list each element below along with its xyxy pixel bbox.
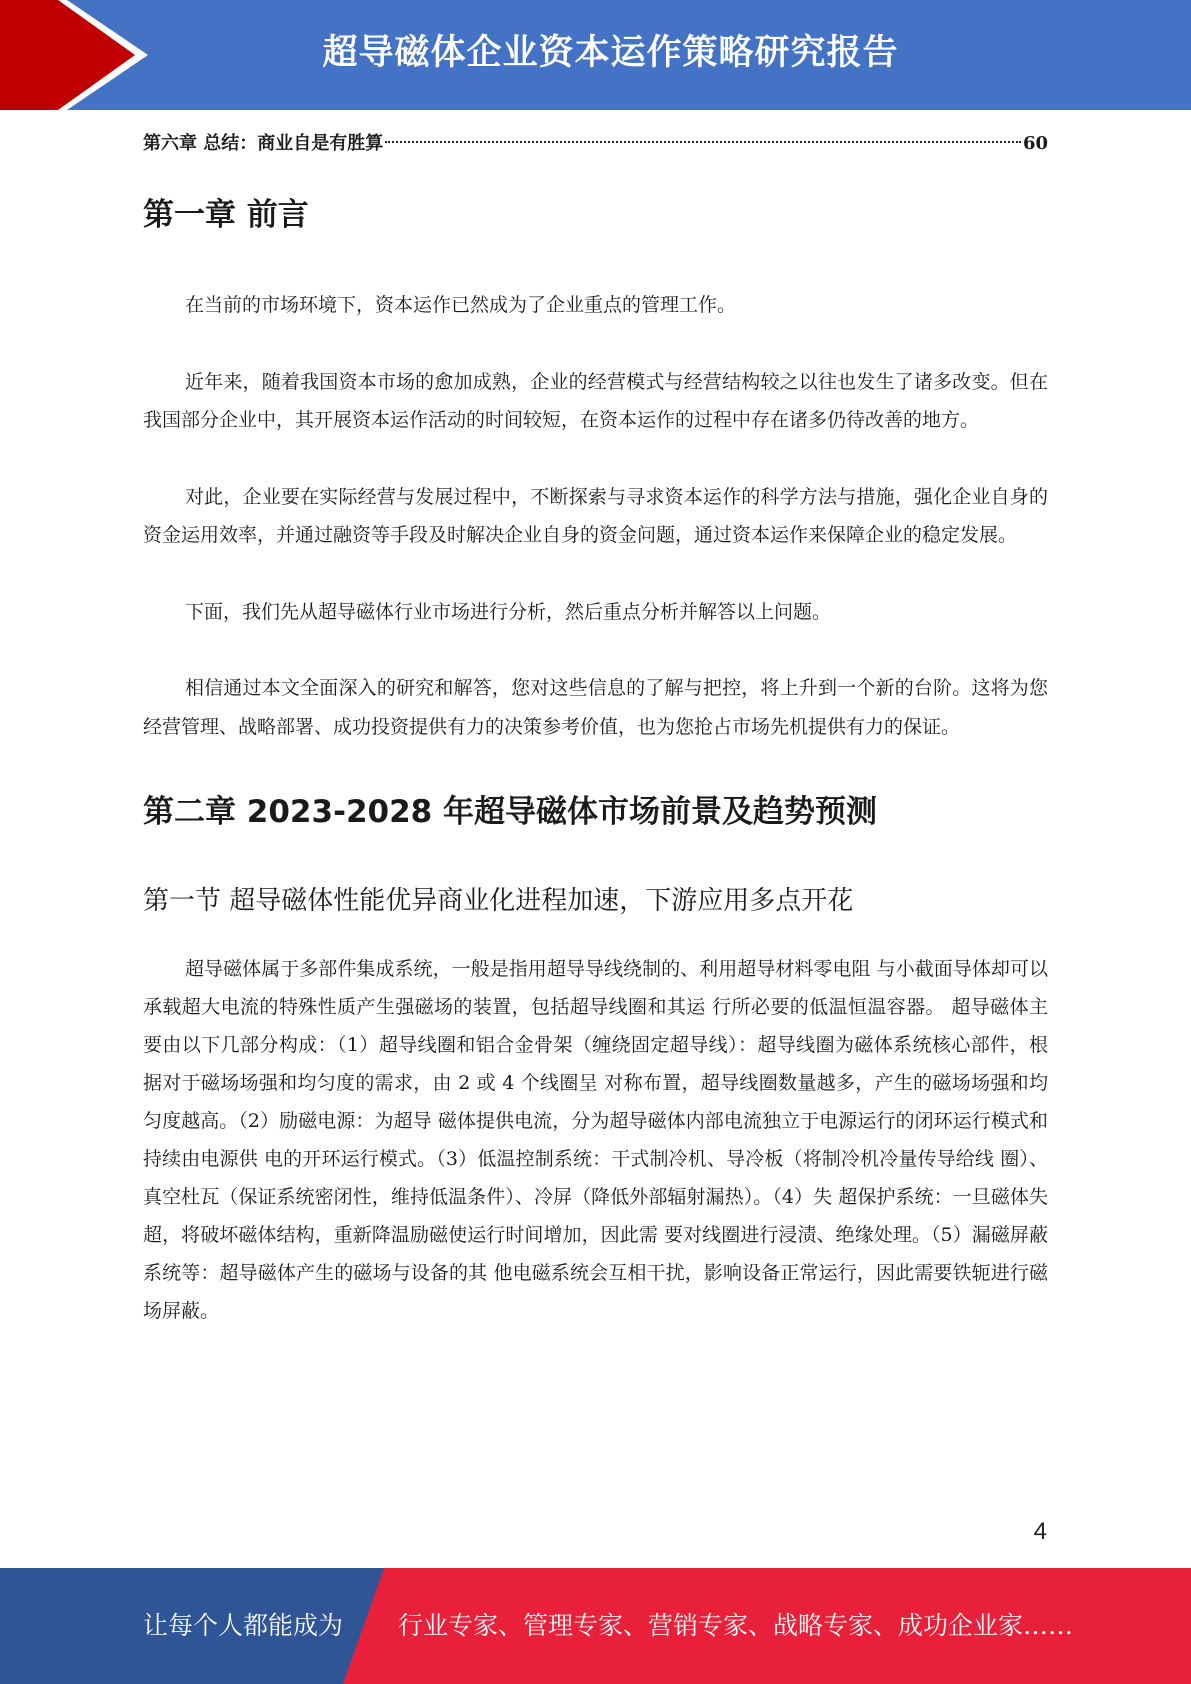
toc-entry-page: 60	[1022, 133, 1048, 154]
intro-paragraph-2: 近年来，随着我国资本市场的愈加成熟，企业的经营模式与经营结构较之以往也发生了诸多改变。但在我国部分企业中，其开展资本运作活动的时间较短，在资本运作的过程中存在诸多仍待改善的地方。	[143, 370, 1048, 431]
red-arrow-icon	[0, 0, 160, 110]
section-one-paragraph: 超导磁体属于多部件集成系统，一般是指用超导导线绕制的、利用超导材料零电阻 与小截面导体却可以承载超大电流的特殊性质产生强磁场的装置，包括超导线圈和其运 行所必要的低温恒温容器。 超导磁体主要由以下几部分构成：（1）超导线圈和铝合金骨架（缠绕固定超导线）：超导线圈为磁体系统核心部件，根据对于磁场场强和均匀度的需求，由 2 或 4 个线圈呈 对称布置，超导线圈数量越多，产生的磁场场强和均匀度越高。（2）励磁电源：为超导 磁体提供电流，分为超导磁体内部电流独立于电源运行的闭环运行模式和持续由电源供 电的开环运行模式。（3）低温控制系统：干式制冷机、导冷板（将制冷机冷量传导给线 圈）、真空杜瓦（保证系统密闭性，维持低温条件）、冷屏（降低外部辐射漏热）。（4）失 超保护系统：一旦磁体失超，将破坏磁体结构，重新降温励磁使运行时间增加，因此需 要对线圈进行浸渍、绝缘处理。（5）漏磁屏蔽系统等：超导磁体产生的磁场与设备的其 他电磁系统会互相干扰，影响设备正常运行，因此需要铁轭进行磁场屏蔽。	[143, 958, 1048, 1322]
chapter-two-title: 第二章 2023-2028 年超导磁体市场前景及趋势预测	[143, 794, 878, 830]
intro-paragraph-5: 相信通过本文全面深入的研究和解答，您对这些信息的了解与把控，将上升到一个新的台阶。这将为您经营管理、战略部署、成功投资提供有力的决策参考价值，也为您抢占市场先机提供有力的保证。	[143, 677, 1048, 738]
report-title: 超导磁体企业资本运作策略研究报告	[322, 33, 899, 73]
page-number: 4	[1033, 1518, 1047, 1545]
toc-entry-label: 第六章 总结：商业自是有胜算	[143, 133, 384, 154]
chapter-one-title: 第一章 前言	[143, 197, 309, 233]
intro-paragraph-4: 下面，我们先从超导磁体行业市场进行分析，然后重点分析并解答以上问题。	[185, 600, 832, 623]
footer-banner	[0, 1568, 1191, 1684]
footer-slogan-left: 让每个人都能成为	[143, 1611, 344, 1640]
toc-entry[interactable]	[143, 128, 1048, 160]
footer-slogan-right: 行业专家、管理专家、营销专家、战略专家、成功企业家……	[398, 1611, 1074, 1640]
page-content	[143, 128, 1048, 1330]
section-one-title: 第一节 超导磁体性能优异商业化进程加速，下游应用多点开花	[143, 886, 854, 916]
intro-paragraph-1: 在当前的市场环境下，资本运作已然成为了企业重点的管理工作。	[185, 294, 737, 316]
intro-paragraph-3: 对此，企业要在实际经营与发展过程中，不断探索与寻求资本运作的科学方法与措施，强化企业自身的资金运用效率，并通过融资等手段及时解决企业自身的资金问题，通过资本运作来保障企业的稳定发展。	[143, 485, 1048, 546]
header-banner	[0, 0, 1191, 110]
toc-leader-dots	[385, 141, 1021, 143]
